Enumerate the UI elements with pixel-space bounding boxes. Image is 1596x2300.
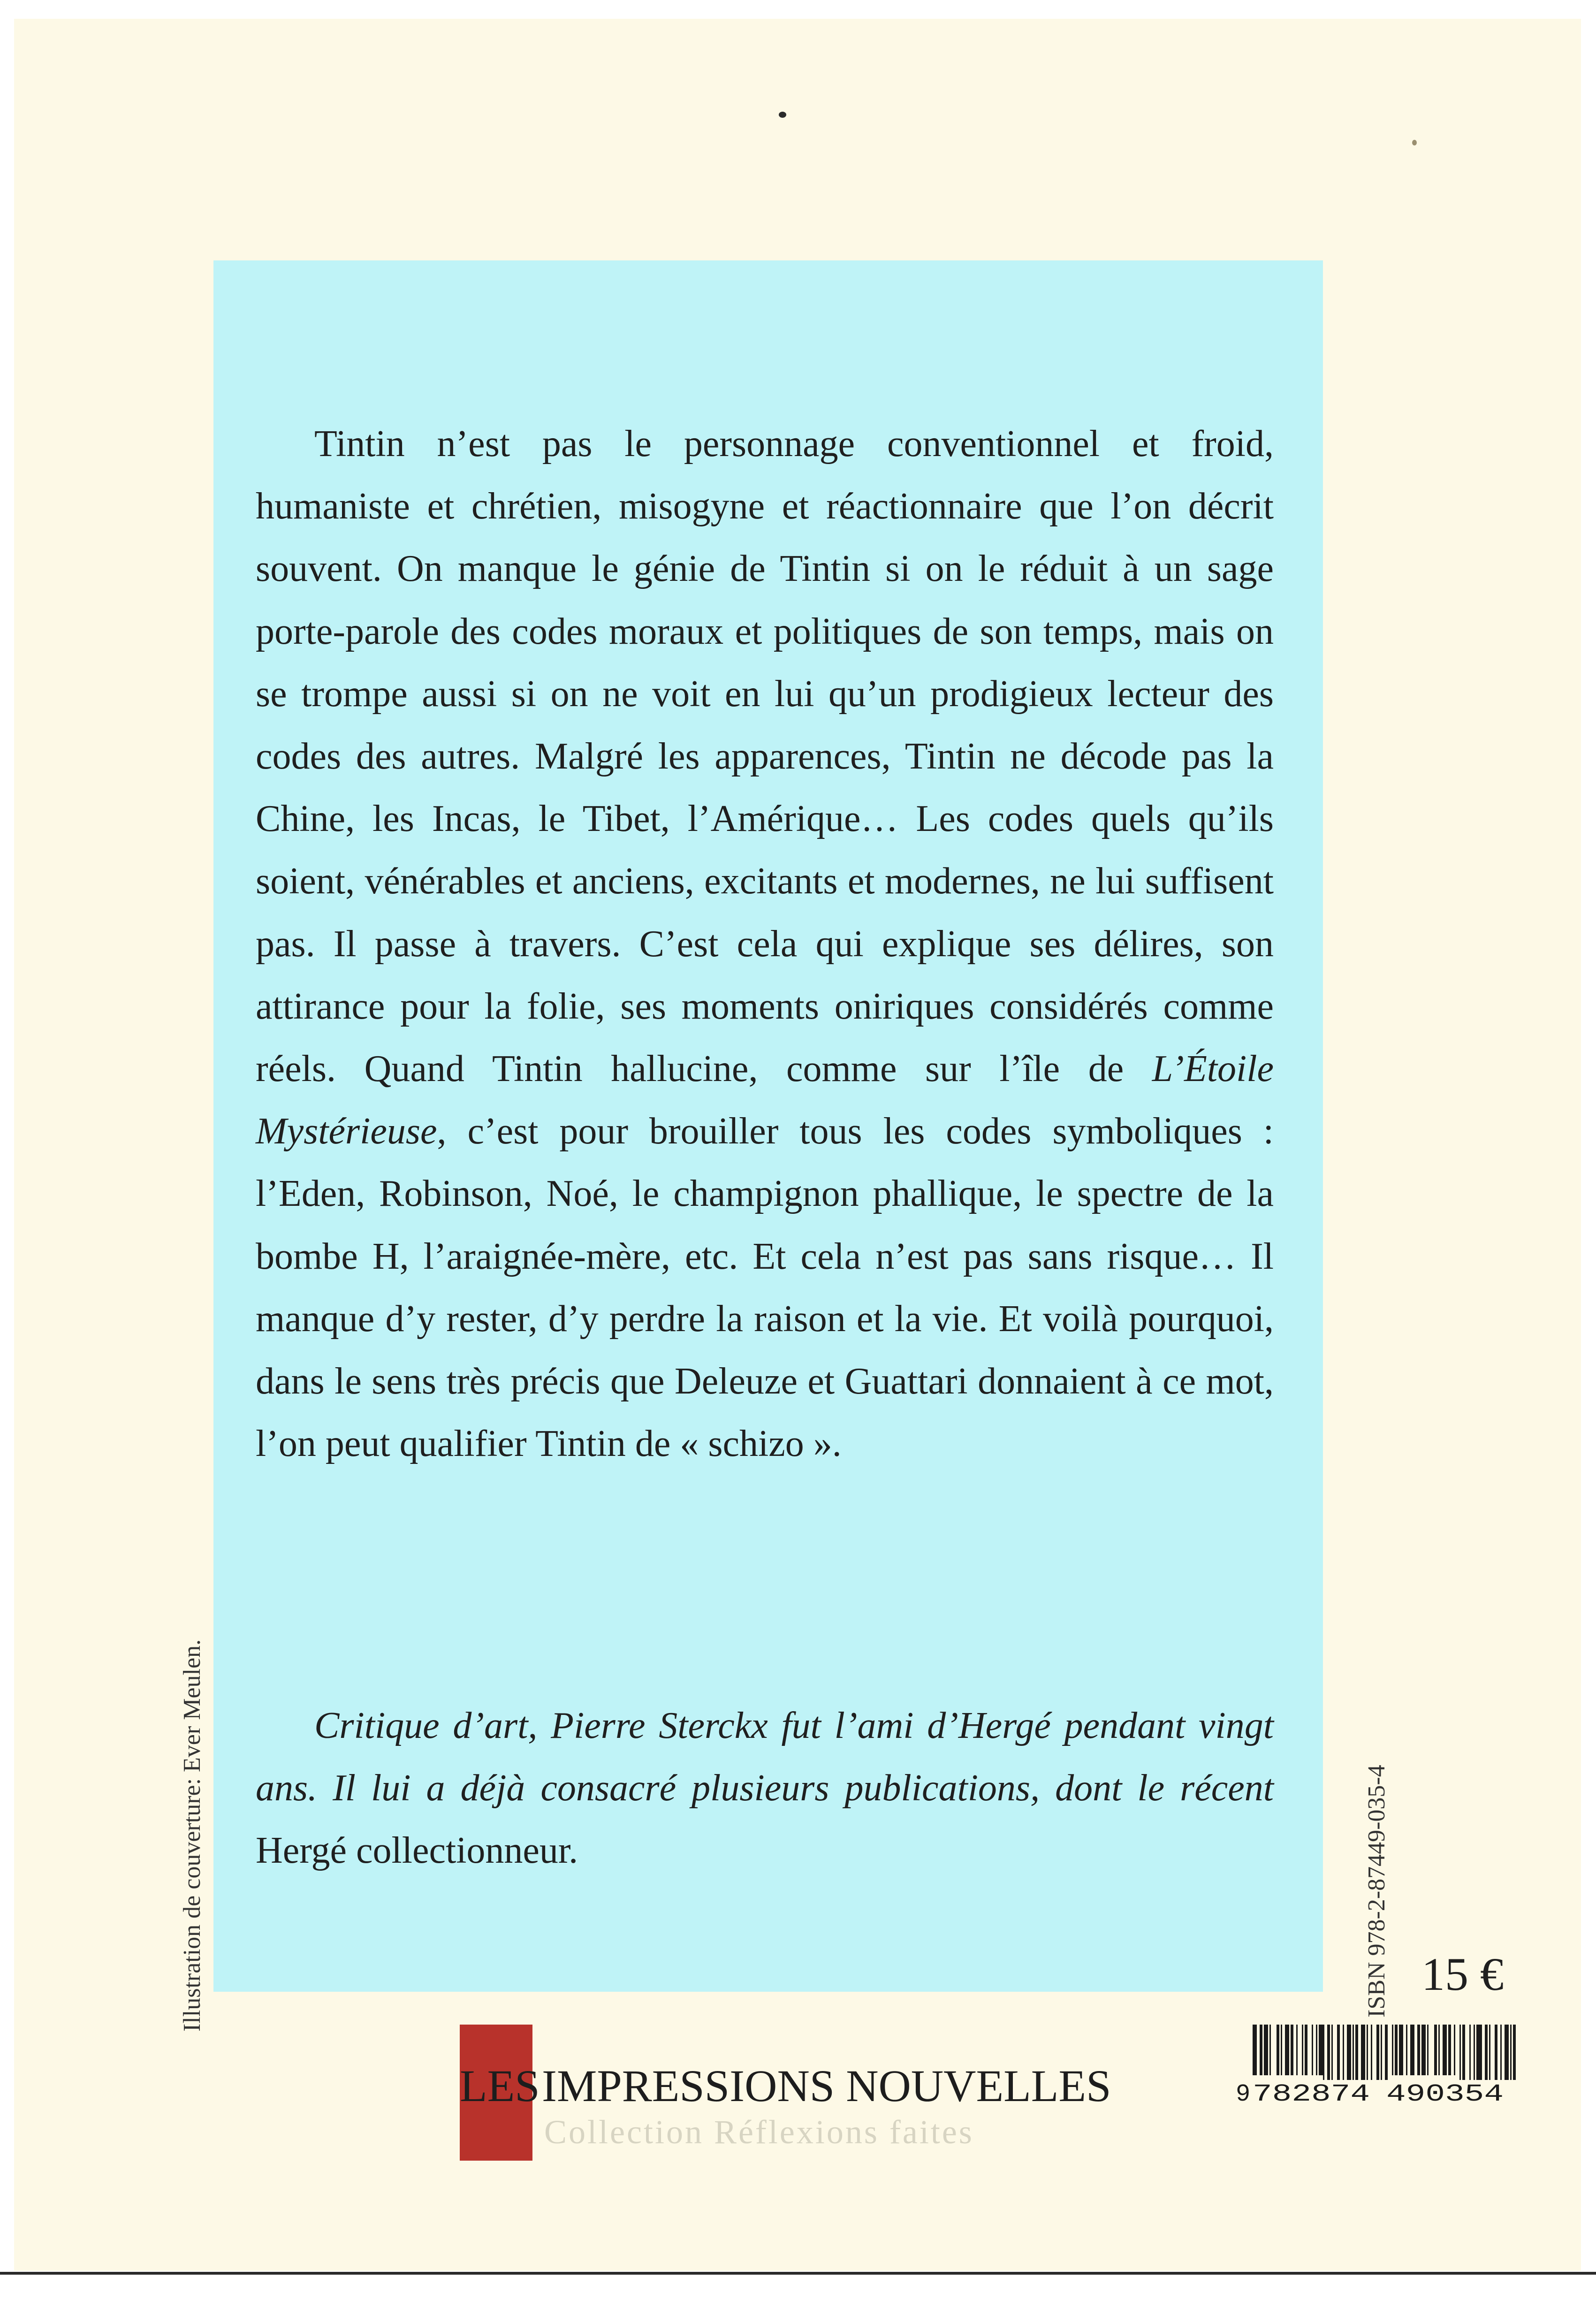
barcode-bar xyxy=(1476,2025,1482,2080)
barcode-bar xyxy=(1264,2025,1268,2080)
publisher-les: LES xyxy=(460,2061,540,2111)
barcode-bar xyxy=(1361,2025,1365,2080)
barcode-bar xyxy=(1367,2025,1368,2080)
barcode xyxy=(1234,2025,1525,2104)
barcode-bar xyxy=(1347,2025,1351,2080)
barcode-bar xyxy=(1427,2025,1429,2080)
barcode-bar xyxy=(1438,2025,1440,2080)
barcode-bar xyxy=(1355,2025,1358,2080)
barcode-bar xyxy=(1376,2025,1379,2080)
barcode-bar xyxy=(1285,2025,1289,2080)
barcode-bar xyxy=(1500,2025,1502,2080)
author-bio-italic: Critique d’art, Pierre Sterckx fut l’ami d’Hergé pendant vingt ans. Il lui a déjà consacré plusieurs publications, dont le récent xyxy=(256,1705,1274,1809)
barcode-bar xyxy=(1371,2025,1372,2080)
barcode-bar xyxy=(1392,2025,1393,2080)
barcode-bar xyxy=(1305,2025,1307,2080)
barcode-bar xyxy=(1434,2025,1437,2080)
bottom-rule xyxy=(0,2272,1596,2275)
barcode-bar xyxy=(1281,2025,1282,2080)
blurb-text xyxy=(256,413,1274,1475)
print-speck xyxy=(1412,140,1417,145)
isbn-number: ISBN 978-2-87449-035-4 xyxy=(1363,1765,1390,2018)
barcode-bar xyxy=(1269,2025,1271,2080)
barcode-bar xyxy=(1495,2025,1497,2080)
barcode-bar xyxy=(1296,2025,1298,2080)
barcode-bar xyxy=(1277,2025,1279,2080)
barcode-digits-left: 782874 xyxy=(1253,2080,1370,2104)
barcode-bar xyxy=(1469,2025,1471,2080)
illustration-credit: Illustration de couverture: Ever Meulen. xyxy=(179,1639,205,2032)
collection-name: Collection Réflexions faites xyxy=(544,2113,974,2151)
barcode-bar xyxy=(1291,2025,1293,2080)
barcode-bar xyxy=(1327,2025,1330,2080)
barcode-bar xyxy=(1312,2025,1313,2080)
barcode-bar xyxy=(1395,2025,1398,2080)
barcode-bar xyxy=(1381,2025,1382,2080)
barcode-bar xyxy=(1410,2025,1414,2080)
barcode-bar xyxy=(1505,2025,1509,2080)
barcode-bar xyxy=(1448,2025,1451,2080)
barcode-bar xyxy=(1406,2025,1407,2080)
barcode-bar xyxy=(1459,2025,1461,2080)
barcode-bar xyxy=(1337,2025,1340,2080)
book-title: L’Étoile Mystérieuse xyxy=(256,1048,1274,1152)
barcode-bar xyxy=(1331,2025,1333,2080)
author-bio-book: Hergé collectionneur. xyxy=(256,1830,578,1871)
author-bio xyxy=(256,1695,1274,1882)
barcode-bar xyxy=(1253,2025,1257,2080)
barcode-bar xyxy=(1316,2025,1317,2080)
barcode-bar xyxy=(1485,2025,1488,2080)
barcode-digit-first: 9 xyxy=(1236,2080,1251,2104)
barcode-bar xyxy=(1417,2025,1420,2080)
barcode-bar xyxy=(1489,2025,1490,2080)
barcode-bars xyxy=(1253,2025,1516,2080)
barcode-digits-right: 490354 xyxy=(1386,2080,1504,2104)
barcode-bar xyxy=(1302,2025,1303,2080)
price-label: 15 € xyxy=(1421,1948,1504,2000)
barcode-bar xyxy=(1510,2025,1512,2080)
barcode-bar xyxy=(1343,2025,1344,2080)
barcode-bar xyxy=(1421,2025,1426,2080)
barcode-bar xyxy=(1385,2025,1388,2080)
barcode-bar xyxy=(1462,2025,1465,2080)
barcode-bar xyxy=(1319,2025,1324,2080)
barcode-bar xyxy=(1353,2025,1354,2080)
blurb-part-1: Tintin n’est pas le personnage conventionnel et froid, humaniste et chrétien, misogyne et réactionnaire que l’on décrit souvent. On manque le génie de Tintin si on le réduit à un sage porte-parole des codes moraux et politiques de son temps, mais on se trompe aussi si on ne voit en lui qu’un prodigieux lecteur des codes des autres. Malgré les apparences, Tintin ne décode pas la Chine, les Incas, le Tibet, l’Amérique… Les codes quels qu’ils soient, vénérables et anciens, excitants et modernes, ne lui suffisent pas. Il passe à travers. C’est cela qui explique ses délires, son attirance pour la folie, ses moments oniriques considérés comme réels. Quand Tintin hallucine, comme sur l’île de xyxy=(256,423,1274,1090)
print-speck xyxy=(779,112,786,118)
barcode-bar xyxy=(1443,2025,1447,2080)
barcode-bar xyxy=(1399,2025,1403,2080)
barcode-bar xyxy=(1454,2025,1455,2080)
barcode-bar xyxy=(1260,2025,1262,2080)
blurb-part-2: , c’est pour brouiller tous les codes symboliques : l’Eden, Robinson, Noé, le champignon phallique, le spectre de la bombe H, l’araignée-mère, etc. Et cela n’est pas sans risque… Il manque d’y rester, d’y perdre la raison et la vie. Et voilà pourquoi, dans le sens très précis que Deleuze et Guattari donnaient à ce mot, l’on peut qualifier Tintin de « schizo ». xyxy=(256,1111,1274,1465)
publisher-name: IMPRESSIONS NOUVELLES xyxy=(542,2061,1111,2111)
barcode-bar xyxy=(1474,2025,1475,2080)
barcode-bar xyxy=(1513,2025,1516,2080)
